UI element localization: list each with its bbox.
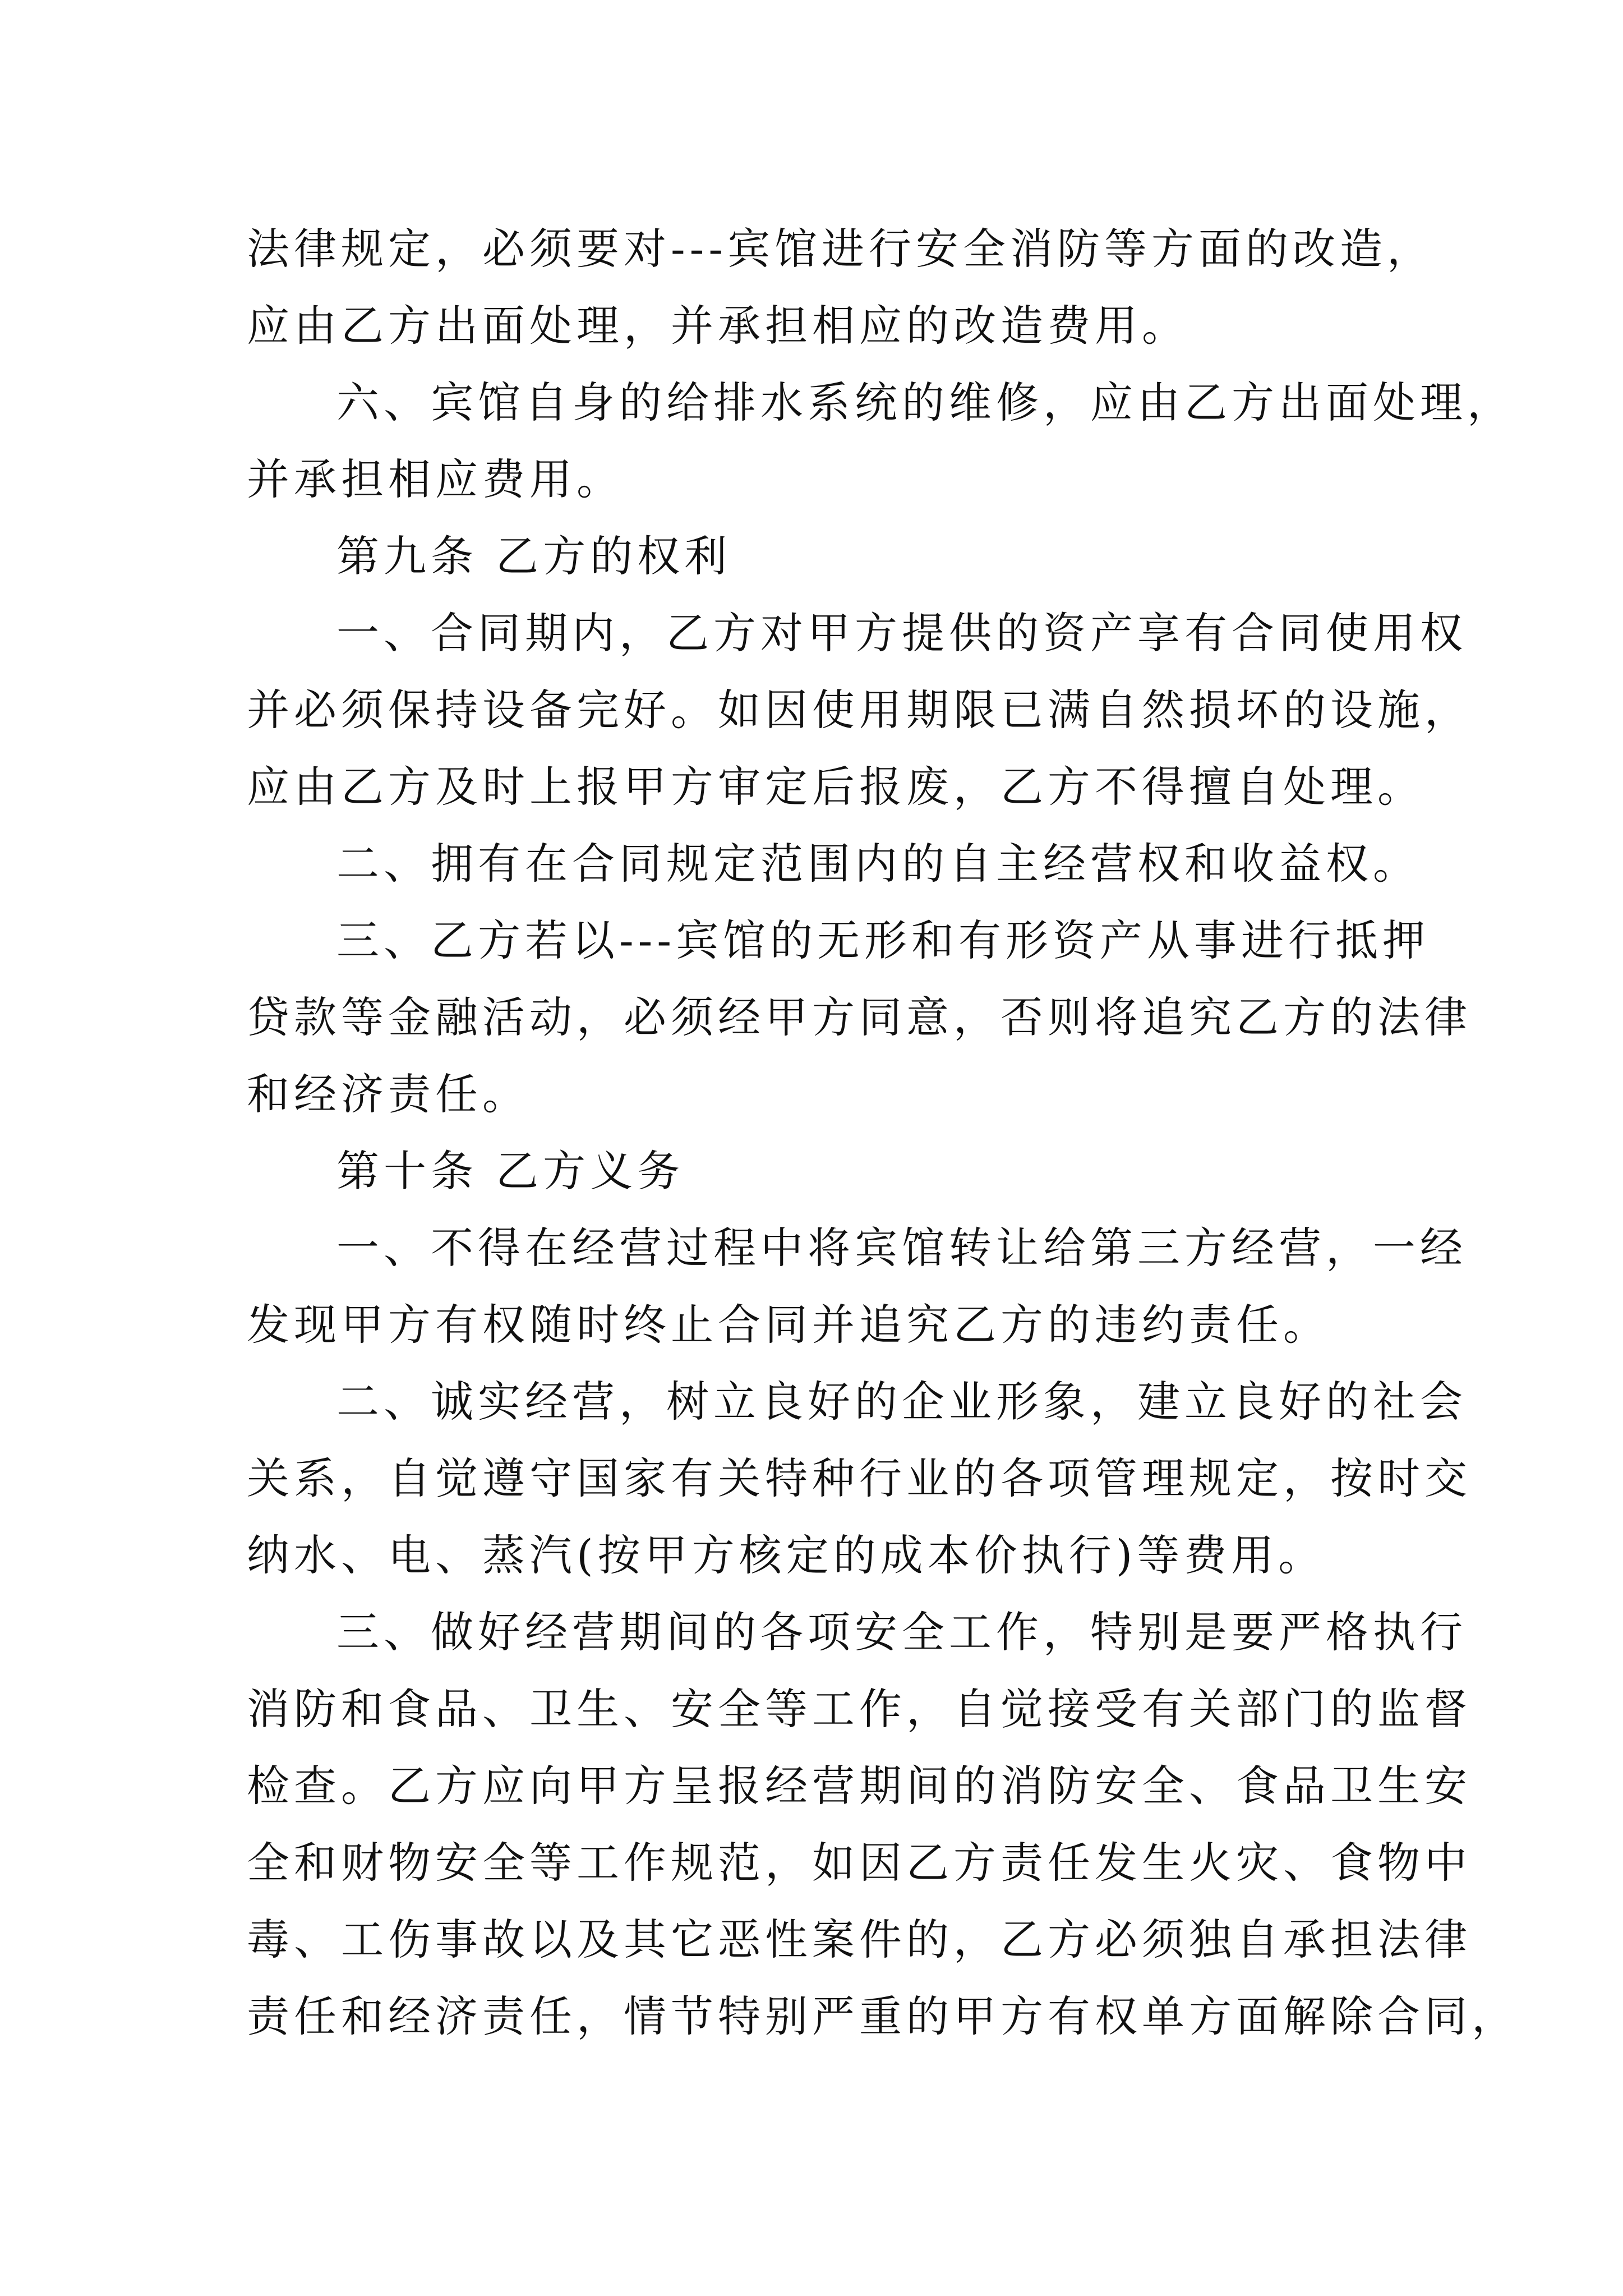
text-line: 应由乙方出面处理，并承担相应的改造费用。 — [247, 301, 1189, 351]
text-line: 毒、工伤事故以及其它恶性案件的，乙方必须独自承担法律 — [247, 1915, 1472, 1964]
text-line: 并必须保持设备完好。如因使用期限已满自然损坏的设施， — [247, 685, 1472, 735]
text-line: 六、宾馆自身的给排水系统的维修，应由乙方出面处理， — [336, 378, 1514, 427]
text-line: 并承担相应费用。 — [247, 454, 624, 504]
text-line: 贷款等金融活动，必须经甲方同意，否则将追究乙方的法律 — [247, 992, 1472, 1042]
text-line: 法律规定，必须要对---宾馆进行安全消防等方面的改造， — [247, 224, 1435, 274]
text-line: 检查。乙方应向甲方呈报经营期间的消防安全、食品卫生安 — [247, 1761, 1472, 1811]
text-line: 责任和经济责任，情节特别严重的甲方有权单方面解除合同， — [247, 1991, 1519, 2041]
text-line: 和经济责任。 — [247, 1069, 529, 1119]
text-line: 一、合同期内，乙方对甲方提供的资产享有合同使用权 — [336, 608, 1467, 658]
text-line: 纳水、电、蒸汽(按甲方核定的成本价执行)等费用。 — [247, 1530, 1326, 1580]
section-heading: 第九条 乙方的权利 — [336, 531, 732, 581]
text-line: 三、乙方若以---宾馆的无形和有形资产从事进行抵押 — [336, 915, 1430, 965]
text-line: 全和财物安全等工作规范，如因乙方责任发生火灾、食物中 — [247, 1838, 1472, 1888]
text-line: 二、诚实经营，树立良好的企业形象，建立良好的社会 — [336, 1377, 1467, 1427]
text-line: 三、做好经营期间的各项安全工作，特别是要严格执行 — [336, 1607, 1467, 1657]
text-line: 消防和食品、卫生、安全等工作，自觉接受有关部门的监督 — [247, 1684, 1472, 1734]
text-line: 应由乙方及时上报甲方审定后报废，乙方不得擅自处理。 — [247, 762, 1424, 812]
text-line: 发现甲方有权随时终止合同并追究乙方的违约责任。 — [247, 1300, 1330, 1350]
section-heading: 第十条 乙方义务 — [336, 1146, 685, 1196]
text-line: 一、不得在经营过程中将宾馆转让给第三方经营，一经 — [336, 1223, 1467, 1273]
text-line: 二、拥有在合同规定范围内的自主经营权和收益权。 — [336, 839, 1420, 889]
text-line: 关系，自觉遵守国家有关特种行业的各项管理规定，按时交 — [247, 1453, 1472, 1503]
